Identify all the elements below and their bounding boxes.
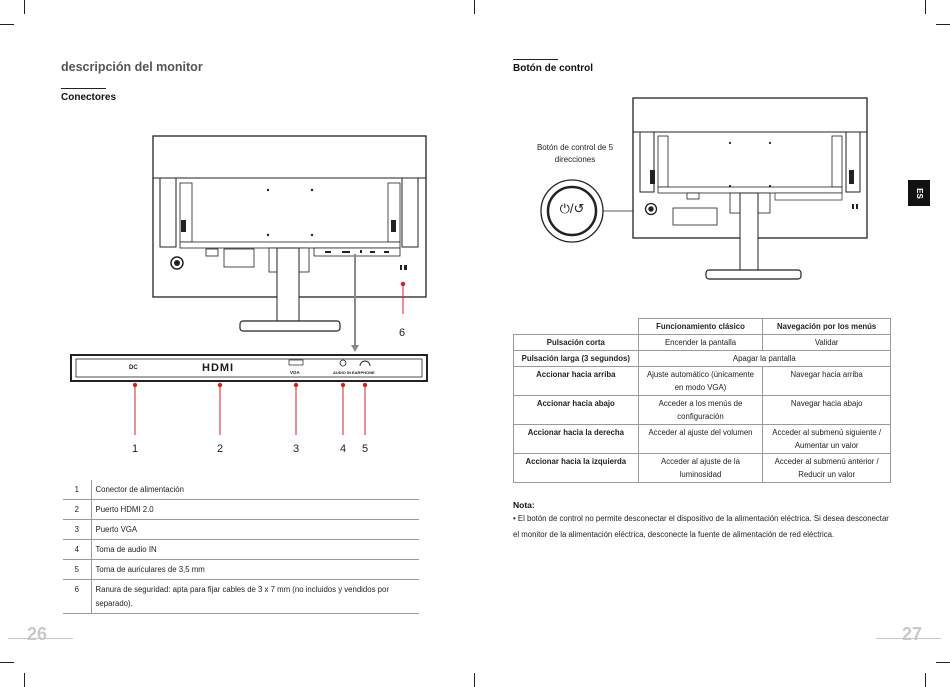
connector-row [63, 540, 419, 560]
page-title: Botón de control [513, 63, 593, 74]
language-tab [908, 180, 930, 206]
connector-description: Puerto VGA [91, 520, 419, 540]
monitor-back-illustration [630, 96, 870, 286]
crop-mark [0, 24, 14, 25]
crop-mark [24, 673, 25, 687]
control-classic-cell: Acceder al ajuste del volumen [638, 425, 763, 454]
earphone-label: EARPHONE [352, 370, 375, 375]
language-tab-label: ES [914, 187, 924, 199]
crop-mark [24, 0, 25, 14]
connector-number: 4 [63, 540, 91, 560]
control-action: Pulsación corta [514, 335, 639, 351]
control-action: Accionar hacia abajo [514, 396, 639, 425]
control-row [514, 454, 891, 483]
crop-mark [474, 0, 475, 14]
control-classic-cell: Encender la pantalla [638, 335, 763, 351]
connector-description: Toma de audio IN [91, 540, 419, 560]
connector-row [63, 520, 419, 540]
page-number-left: 26 [27, 624, 48, 644]
title-rule [513, 59, 558, 60]
callout-6: 6 [399, 327, 406, 339]
control-action: Accionar hacia la izquierda [514, 454, 639, 483]
section-subtitle: Conectores [61, 92, 117, 103]
audio-in-label: AUDIO IN [333, 370, 351, 375]
vga-label: VGA [290, 370, 300, 375]
power-return-icon: ⏻/↺ [559, 201, 585, 216]
note-title: Nota: [513, 500, 535, 510]
table-corner [514, 319, 639, 335]
button-caption: Botón de control de 5 direcciones [536, 143, 614, 164]
connectors-table [63, 480, 419, 614]
dc-label: DC [129, 365, 138, 371]
control-classic-cell: Acceder a los menús de configuración [638, 396, 763, 425]
callout-5: 5 [362, 443, 369, 455]
control-action: Accionar hacia arriba [514, 367, 639, 396]
page-number-right: 27 [902, 624, 923, 644]
control-menu-cell: Navegar hacia arriba [763, 367, 891, 396]
note-text: • El botón de control no permite desconectar el dispositivo de la alimentación eléctrica. Si desea desconectar el monitor de la alimentación eléctrica, desconecte la fuente de alimentación de red eléctrica. [513, 514, 889, 539]
control-merged-cell: Apagar la pantalla [638, 351, 890, 367]
page-title: descripción del monitor [61, 60, 203, 74]
crop-mark [925, 673, 926, 687]
callout-2: 2 [217, 443, 224, 455]
hdmi-logo: HDMI [202, 362, 235, 374]
connector-description: Conector de alimentación [91, 480, 419, 500]
callout-4: 4 [340, 443, 347, 455]
connector-row [63, 500, 419, 520]
control-row [514, 335, 891, 351]
control-action: Pulsación larga (3 segundos) [514, 351, 639, 367]
connector-number: 5 [63, 560, 91, 580]
crop-mark [0, 662, 14, 663]
connector-panel [70, 350, 430, 435]
connector-description: Ranura de seguridad: apta para fijar cables de 3 x 7 mm (no incluidos y vendidos por separado). [91, 580, 419, 614]
crop-mark [936, 24, 950, 25]
connector-row [63, 580, 419, 614]
connector-row [63, 480, 419, 500]
control-row [514, 351, 891, 367]
control-menu-cell: Acceder al submenú anterior / Reducir un valor [763, 454, 891, 483]
crop-mark [925, 0, 926, 14]
control-row [514, 367, 891, 396]
control-menu-cell: Validar [763, 335, 891, 351]
control-row [514, 425, 891, 454]
control-action: Accionar hacia la derecha [514, 425, 639, 454]
subtitle-rule [61, 88, 106, 89]
control-table [513, 318, 891, 483]
control-menu-cell: Acceder al submenú siguiente / Aumentar un valor [763, 425, 891, 454]
monitor-back-illustration [150, 134, 430, 339]
control-menu-cell: Navegar hacia abajo [763, 396, 891, 425]
connector-description: Puerto HDMI 2.0 [91, 500, 419, 520]
header-menu: Navegación por los menús [763, 319, 891, 335]
control-classic-cell: Ajuste automático (únicamente en modo VGA) [638, 367, 763, 396]
connector-number: 6 [63, 580, 91, 614]
connector-number: 2 [63, 500, 91, 520]
control-classic-cell: Acceder al ajuste de la luminosidad [638, 454, 763, 483]
callout-1: 1 [132, 443, 139, 455]
crop-mark [474, 673, 475, 687]
header-classic: Funcionamiento clásico [638, 319, 763, 335]
connector-description: Toma de auriculares de 3,5 mm [91, 560, 419, 580]
crop-mark [936, 662, 950, 663]
connector-row [63, 560, 419, 580]
connector-number: 1 [63, 480, 91, 500]
control-row [514, 396, 891, 425]
connector-number: 3 [63, 520, 91, 540]
callout-3: 3 [293, 443, 300, 455]
